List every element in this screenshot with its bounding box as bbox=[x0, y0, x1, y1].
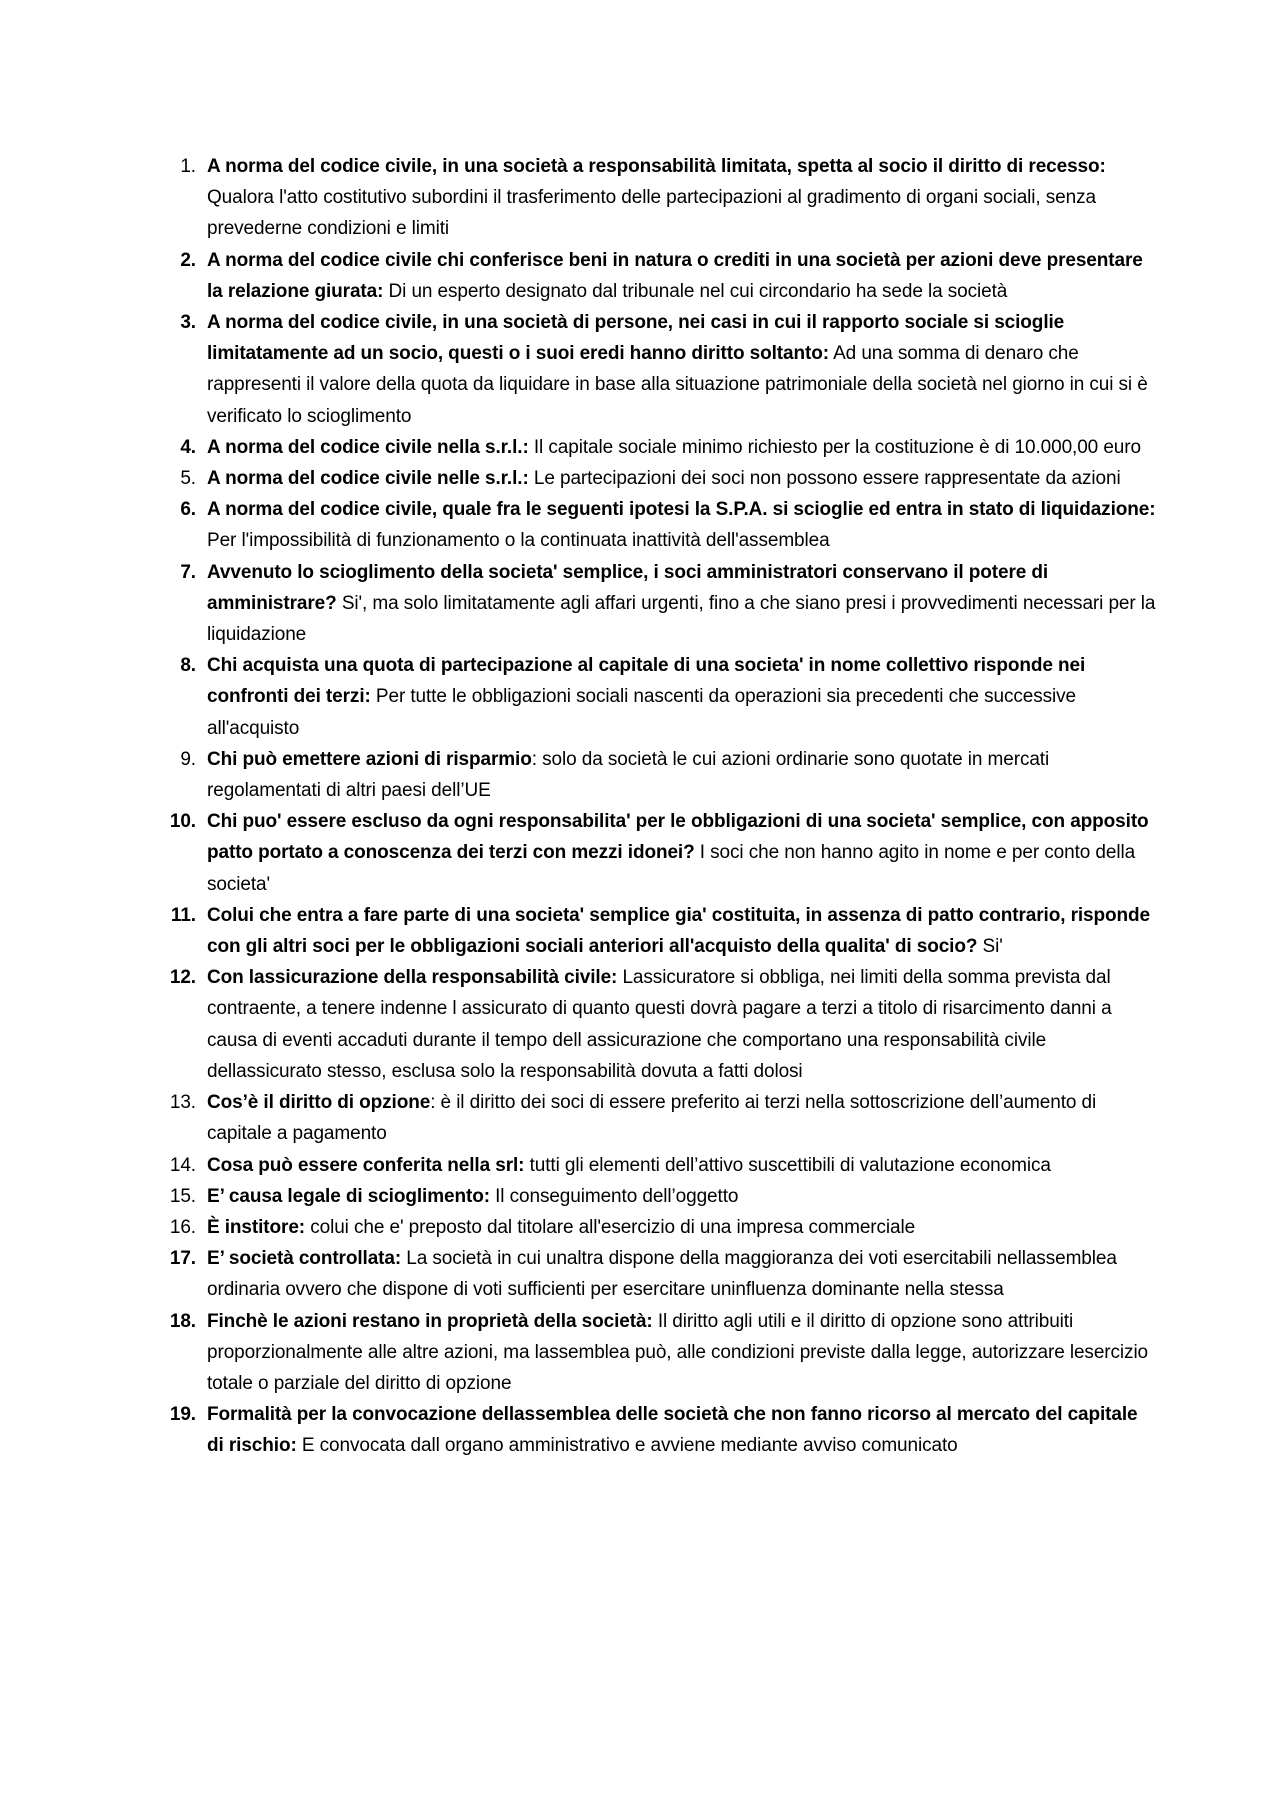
item-answer: Per tutte le obbligazioni sociali nascenti da operazioni sia precedenti che successive all'acquisto bbox=[207, 686, 1077, 739]
list-item bbox=[152, 1212, 1158, 1243]
item-number: 6. bbox=[180, 499, 196, 521]
item-question: Cos’è il diritto di opzione bbox=[207, 1092, 431, 1114]
item-question: A norma del codice civile chi conferisce beni in natura o crediti in una società per azioni deve presentare la relazione giurata: bbox=[207, 249, 1143, 302]
item-question: A norma del codice civile, in una società a responsabilità limitata, spetta al socio il diritto di recesso: bbox=[207, 156, 1106, 177]
list-item bbox=[152, 900, 1158, 962]
item-number: 13. bbox=[169, 1092, 196, 1114]
item-answer: La società in cui unaltra dispone della maggioranza dei voti esercitabili nellassemblea ordinaria ovvero che dispone di voti sufficienti per esercitare uninfluenza dominante nella stessa bbox=[207, 1248, 1117, 1301]
item-question: Cosa può essere conferita nella srl: bbox=[207, 1154, 525, 1176]
item-question: Avvenuto lo scioglimento della societa' semplice, i soci amministratori conservano il potere di amministrare? bbox=[207, 561, 1049, 614]
item-question: E’ causa legale di scioglimento: bbox=[207, 1185, 490, 1207]
item-number: 1. bbox=[180, 156, 196, 177]
item-question: E’ società controllata: bbox=[207, 1248, 402, 1270]
item-number: 14. bbox=[169, 1154, 196, 1176]
item-number: 17. bbox=[169, 1248, 196, 1270]
list-item bbox=[152, 806, 1158, 900]
item-question: A norma del codice civile nella s.r.l.: bbox=[207, 436, 529, 458]
list-item bbox=[152, 494, 1158, 556]
item-question: Chi può emettere azioni di risparmio bbox=[207, 748, 532, 770]
item-question: A norma del codice civile, quale fra le seguenti ipotesi la S.P.A. si scioglie ed entra in stato di liquidazione: bbox=[207, 499, 1156, 521]
item-answer: I soci che non hanno agito in nome e per conto della societa' bbox=[207, 842, 1136, 895]
list-item bbox=[152, 245, 1158, 307]
item-answer: Per l'impossibilità di funzionamento o la continuata inattività dell'assemblea bbox=[207, 530, 830, 552]
item-question: A norma del codice civile, in una società di persone, nei casi in cui il rapporto sociale si scioglie limitatamente ad un socio, questi o i suoi eredi hanno diritto soltanto: bbox=[207, 312, 1065, 365]
item-answer: Si', ma solo limitatamente agli affari urgenti, fino a che siano presi i provvedimenti necessari per la liquidazione bbox=[207, 592, 1156, 646]
list-item bbox=[152, 1181, 1158, 1212]
item-answer: Il diritto agli utili e il diritto di opzione sono attribuiti proporzionalmente alle altre azioni, ma lassemblea può, alle condizioni previste dalla legge, autorizzare lesercizio totale o parziale del diritto di opzione bbox=[207, 1310, 1149, 1394]
item-number: 3. bbox=[180, 312, 196, 334]
item-answer: Il capitale sociale minimo richiesto per la costituzione è di 10.000,00 euro bbox=[528, 436, 1141, 458]
item-number: 11. bbox=[170, 904, 196, 926]
item-question: Chi acquista una quota di partecipazione al capitale di una societa' in nome collettivo risponde nei confronti dei terzi: bbox=[207, 655, 1086, 708]
item-answer: Ad una somma di denaro che rappresenti il valore della quota da liquidare in base alla situazione patrimoniale della società nel giorno in cui si è verificato lo scioglimento bbox=[207, 343, 1148, 427]
item-answer: Qualora l'atto costitutivo subordini il trasferimento delle partecipazioni al gradimento di organi sociali, senza prevederne condizioni e limiti bbox=[207, 187, 1096, 240]
item-number: 16. bbox=[169, 1216, 196, 1238]
item-answer: E convocata dall organo amministrativo e avviene mediante avviso comunicato bbox=[296, 1435, 958, 1457]
list-item bbox=[152, 151, 1158, 245]
list-item bbox=[152, 1150, 1158, 1181]
item-question: Formalità per la convocazione dellassemblea delle società che non fanno ricorso al mercato del capitale di rischio: bbox=[207, 1404, 1138, 1457]
item-number: 7. bbox=[180, 561, 196, 583]
item-answer: : solo da società le cui azioni ordinarie sono quotate in mercati regolamentati di altri paesi dell’UE bbox=[207, 748, 1050, 802]
item-question: A norma del codice civile nelle s.r.l.: bbox=[207, 468, 529, 490]
item-answer: colui che e' preposto dal titolare all'esercizio di una impresa commerciale bbox=[305, 1216, 916, 1238]
item-number: 10. bbox=[169, 811, 196, 833]
item-number: 8. bbox=[180, 655, 196, 677]
item-answer: Lassicuratore si obbliga, nei limiti della somma prevista dal contraente, a tenere indenne l assicurato di quanto questi dovrà pagare a terzi a titolo di risarcimento danni a causa di eventi accaduti durante il tempo dell assicurazione che comportano una responsabilità civile dellassicurato stesso, esclusa solo la responsabilità dovuta a fatti dolosi bbox=[207, 967, 1112, 1082]
item-answer: Di un esperto designato dal tribunale nel cui circondario ha sede la società bbox=[383, 280, 1008, 302]
list-item bbox=[152, 962, 1158, 1087]
item-answer: : è il diritto dei soci di essere preferito ai terzi nella sottoscrizione dell’aumento di capitale a pagamento bbox=[207, 1092, 1097, 1145]
item-number: 5. bbox=[180, 468, 196, 490]
list-item bbox=[152, 1306, 1158, 1400]
qa-list bbox=[152, 151, 1158, 1462]
item-question: Chi puo' essere escluso da ogni responsabilita' per le obbligazioni di una societa' semplice, con apposito patto portato a conoscenza dei terzi con mezzi idonei? bbox=[207, 811, 1149, 864]
item-question: È institore: bbox=[207, 1216, 306, 1238]
list-item bbox=[152, 1399, 1158, 1461]
list-item bbox=[152, 557, 1158, 651]
item-number: 19. bbox=[169, 1404, 196, 1426]
item-question: Finchè le azioni restano in proprietà della società: bbox=[207, 1310, 653, 1332]
list-item bbox=[152, 1243, 1158, 1305]
item-number: 15. bbox=[169, 1185, 196, 1207]
list-item bbox=[152, 307, 1158, 432]
item-answer: tutti gli elementi dell’attivo suscettibili di valutazione economica bbox=[524, 1154, 1051, 1176]
item-question: Con lassicurazione della responsabilità civile: bbox=[207, 967, 618, 989]
list-item bbox=[152, 744, 1158, 806]
list-item bbox=[152, 463, 1158, 494]
item-answer: Le partecipazioni dei soci non possono essere rappresentate da azioni bbox=[528, 468, 1121, 490]
list-item bbox=[152, 650, 1158, 744]
item-number: 12. bbox=[169, 967, 196, 989]
list-item bbox=[152, 1087, 1158, 1149]
item-question: Colui che entra a fare parte di una societa' semplice gia' costituita, in assenza di patto contrario, risponde con gli altri soci per le obbligazioni sociali anteriori all'acquisto della qualita' di socio? bbox=[207, 904, 1150, 958]
item-number: 4. bbox=[180, 436, 196, 458]
list-item bbox=[152, 432, 1158, 463]
item-number: 2. bbox=[180, 249, 196, 271]
item-number: 18. bbox=[169, 1310, 196, 1332]
item-answer: Il conseguimento dell’oggetto bbox=[489, 1185, 739, 1207]
item-answer: Si' bbox=[977, 936, 1003, 958]
item-number: 9. bbox=[180, 748, 196, 770]
